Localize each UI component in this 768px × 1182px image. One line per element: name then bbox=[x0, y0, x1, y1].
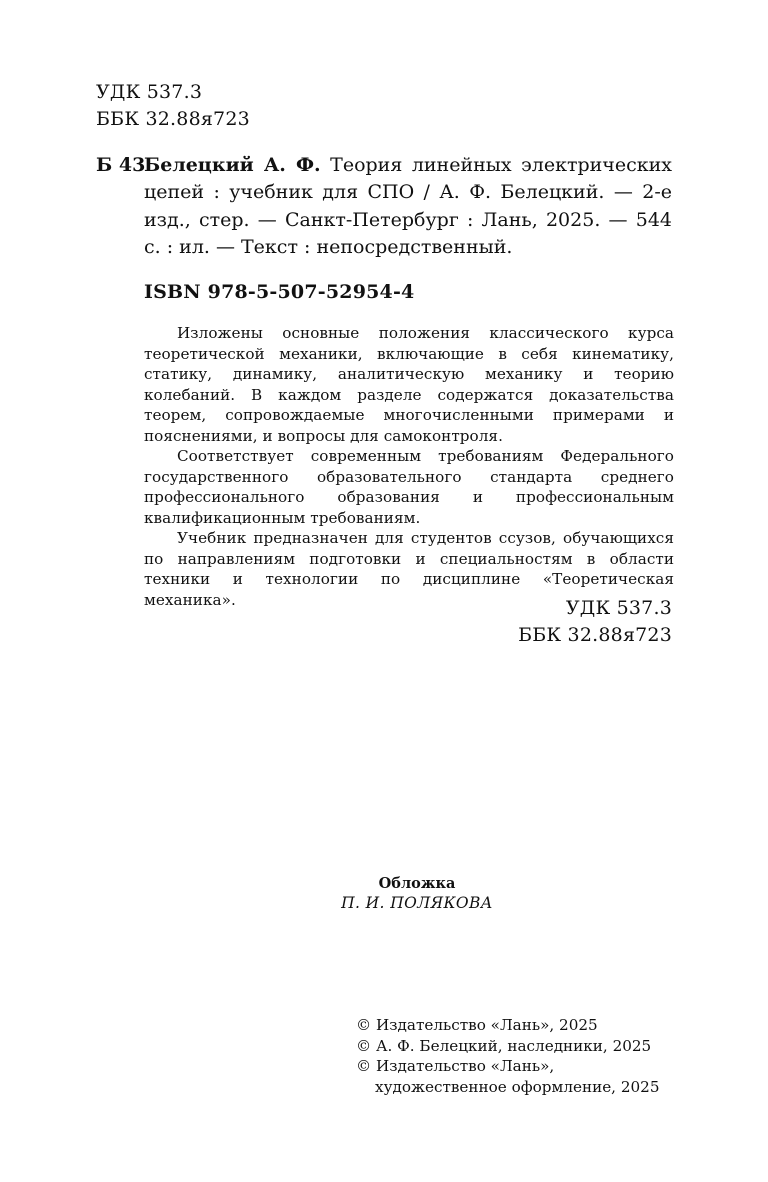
bibliographic-record bbox=[144, 152, 672, 261]
cover-label: Обложка bbox=[378, 875, 456, 892]
record-description: Теория линейных электрических цепей : учебник для СПО / А. Ф. Белецкий. — 2-е изд., стер. — Санкт-Петербург : Лань, 2025. — 544 с. : ил. — Текст : непосредственный. bbox=[144, 154, 673, 258]
copyright-block bbox=[356, 1015, 666, 1097]
bbk-code: ББК 32.88я723 bbox=[518, 624, 672, 646]
copyright-line: © А. Ф. Белецкий, наследники, 2025 bbox=[356, 1036, 652, 1055]
copyright-line: © Издательство «Лань», bbox=[356, 1057, 555, 1075]
udk-code: УДК 537.3 bbox=[96, 81, 203, 103]
bbk-code: ББК 32.88я723 bbox=[96, 108, 250, 130]
annotation-paragraph: Изложены основные положения классического курса теоретической механики, включающие в себя кинематику, статику, динамику, аналитическую механику и теорию колебаний. В каждом разделе содержатся доказательства теорем, сопровождаемые многочисленными примерами и пояснениями, и вопросы для самоконтроля. bbox=[144, 324, 674, 445]
isbn: ISBN 978-5-507-52954-4 bbox=[144, 281, 415, 303]
annotation bbox=[144, 323, 674, 610]
classification-block-bottom bbox=[518, 595, 672, 649]
copyright-line: © Издательство «Лань», 2025 bbox=[356, 1016, 598, 1034]
author-mark: Б 43 bbox=[96, 154, 146, 176]
copyright-line-continuation: художественное оформление, 2025 bbox=[375, 1077, 660, 1096]
cover-credit bbox=[0, 875, 768, 913]
author-name: Белецкий А. Ф. bbox=[144, 154, 321, 176]
annotation-paragraph: Соответствует современным требованиям Федерального государственного образовательного стандарта среднего профессионального образования и профессиональным квалификационным требованиям. bbox=[144, 447, 674, 527]
udk-code: УДК 537.3 bbox=[565, 597, 672, 619]
annotation-paragraph: Учебник предназначен для студентов ссузов, обучающихся по направлениям подготовки и специальностям в области техники и технологии по дисциплине «Теоретическая механика». bbox=[144, 529, 674, 609]
cover-designer: П. И. ПОЛЯКОВА bbox=[341, 894, 493, 912]
classification-block-top bbox=[96, 79, 250, 133]
